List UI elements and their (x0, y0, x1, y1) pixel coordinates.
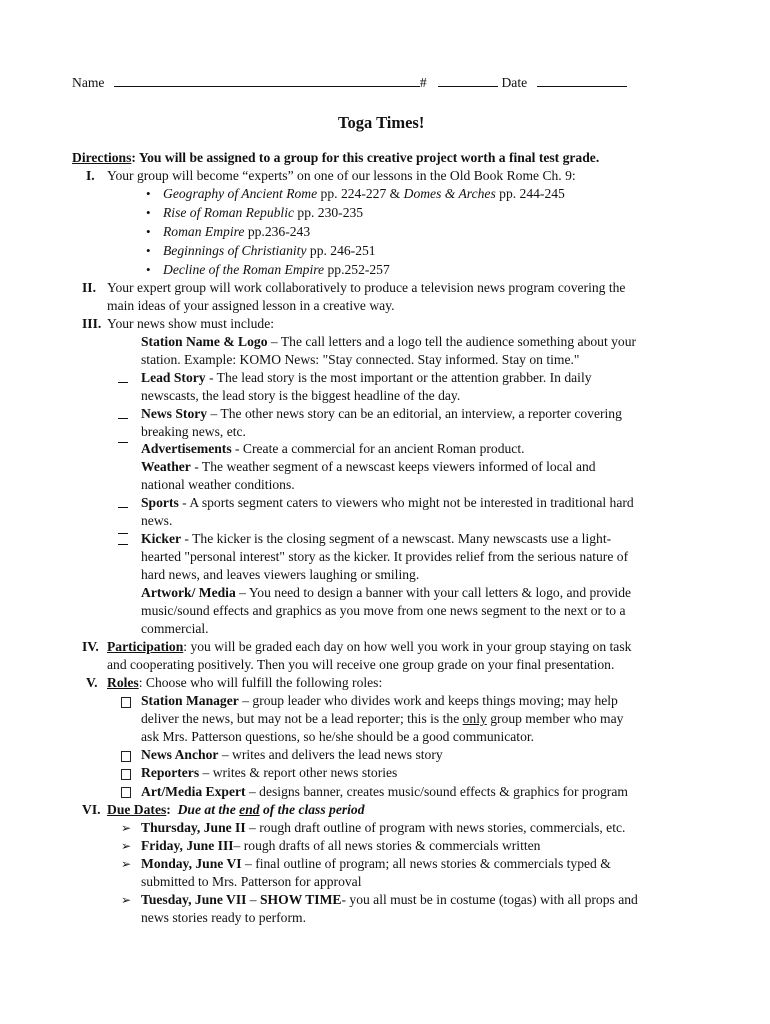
station-name-item: Station Name & Logo – The call letters and a logo tell the audience something about your (141, 334, 637, 349)
artwork-line-2: music/sound effects and graphics as you move from one news segment to the next or to a (141, 603, 626, 618)
lesson-item-2: Rise of Roman Republic pp. 230-235 (163, 205, 364, 220)
lead-story-item: Lead Story - The lead story is the most important or the attention grabber. In daily (141, 370, 592, 385)
kicker-line-2: hearted "personal interest" story as the kicker. It provides relief from the serious nature of (141, 549, 629, 564)
name-label: Name (72, 75, 105, 90)
number-blank (438, 75, 498, 87)
section-2-line-2: main ideas of your assigned lesson in a creative way. (107, 298, 395, 313)
sports-item: Sports - A sports segment caters to viewers who might not be interested in traditional hard (141, 495, 634, 510)
role-news-anchor: News Anchor – writes and delivers the lead news story (141, 747, 443, 762)
arrow-bullet-icon: ➢ (121, 821, 132, 835)
role-station-manager-line-3: ask Mrs. Patterson questions, so he/she should be a good communicator. (141, 729, 535, 744)
bullet-icon: • (146, 186, 151, 201)
checkbox-station-manager[interactable] (121, 697, 131, 708)
kicker-line-3: hard news, and leaves viewers laughing or smiling. (141, 567, 420, 582)
directions (72, 150, 599, 166)
advertisements-item: Advertisements - Create a commercial for an ancient Roman product. (141, 441, 525, 456)
lesson-item-1: Geography of Ancient Rome pp. 224-227 & Domes & Arches pp. 244-245 (163, 186, 565, 201)
bullet-icon: • (146, 205, 151, 220)
arrow-bullet-icon: ➢ (121, 839, 132, 853)
header-line (72, 75, 627, 91)
role-station-manager: Station Manager – group leader who divides work and keeps things moving; may help (141, 693, 618, 708)
lesson-item-3: Roman Empire pp.236-243 (163, 224, 311, 239)
bullet-icon: • (146, 243, 151, 258)
role-reporters: Reporters – writes & report other news stories (141, 765, 398, 780)
section-6-number: VI. (82, 802, 101, 817)
due-date-3: Monday, June VI – final outline of program; all news stories & commercials typed & (141, 856, 611, 871)
name-blank (114, 75, 420, 87)
dash-marker (118, 418, 128, 419)
role-station-manager-line-2: deliver the news, but may not be a lead reporter; this is the only group member who may (141, 711, 624, 726)
dash-marker (118, 507, 128, 508)
directions-label: Directions (72, 150, 132, 165)
due-date-4: Tuesday, June VII – SHOW TIME- you all must be in costume (togas) with all props and (141, 892, 638, 907)
dash-marker (118, 533, 128, 534)
arrow-bullet-icon: ➢ (121, 893, 132, 907)
participation-line-2: and cooperating positively. Then you will receive one group grade on your final presentation. (107, 657, 615, 672)
section-4-number: IV. (82, 639, 99, 654)
date-blank (537, 75, 627, 87)
dash-marker (118, 442, 128, 443)
dash-marker (118, 382, 128, 383)
weather-line-2: national weather conditions. (141, 477, 295, 492)
section-1-text: Your group will become “experts” on one of our lessons in the Old Book Rome Ch. 9: (107, 168, 576, 183)
lesson-item-4: Beginnings of Christianity pp. 246-251 (163, 243, 376, 258)
bullet-icon: • (146, 262, 151, 277)
lead-story-line-2: newscasts, the lead story is the biggest headline of the day. (141, 388, 461, 403)
bullet-icon: • (146, 224, 151, 239)
directions-text: : You will be assigned to a group for this creative project worth a final test grade. (131, 150, 600, 165)
due-date-1: Thursday, June II – rough draft outline of program with news stories, commercials, etc. (141, 820, 626, 835)
station-name-line-2: station. Example: KOMO News: "Stay connected. Stay informed. Stay on time." (141, 352, 580, 367)
artwork-line-3: commercial. (141, 621, 209, 636)
artwork-item: Artwork/ Media – You need to design a banner with your call letters & logo, and provide (141, 585, 632, 600)
due-dates-heading: Due Dates: Due at the end of the class period (107, 802, 365, 817)
section-2-number: II. (82, 280, 96, 295)
section-2-line-1: Your expert group will work collaboratively to produce a television news program covering the (107, 280, 626, 295)
section-5-number: V. (86, 675, 98, 690)
lesson-item-5: Decline of the Roman Empire pp.252-257 (163, 262, 390, 277)
weather-item: Weather - The weather segment of a newscast keeps viewers informed of local and (141, 459, 596, 474)
section-1-number: I. (86, 168, 95, 183)
due-date-2: Friday, June III– rough drafts of all news stories & commercials written (141, 838, 541, 853)
kicker-item: Kicker - The kicker is the closing segment of a newscast. Many newscasts use a light- (141, 531, 612, 546)
arrow-bullet-icon: ➢ (121, 857, 132, 871)
hash-label: # (419, 75, 427, 90)
date-label: Date (501, 75, 528, 90)
checkbox-reporters[interactable] (121, 769, 131, 780)
checkbox-art-media-expert[interactable] (121, 787, 131, 798)
due-date-4-line-2: news stories ready to perform. (141, 910, 306, 925)
roles-intro: Roles: Choose who will fulfill the following roles: (107, 675, 383, 690)
role-art-media-expert: Art/Media Expert – designs banner, creates music/sound effects & graphics for program (141, 784, 628, 799)
checkbox-news-anchor[interactable] (121, 751, 131, 762)
section-3-number: III. (82, 316, 102, 331)
news-story-line-2: breaking news, etc. (141, 424, 246, 439)
participation-line-1: Participation: you will be graded each day on how well you work in your group staying on task (107, 639, 632, 654)
section-3-intro: Your news show must include: (107, 316, 275, 331)
dash-marker (118, 544, 128, 545)
news-story-item: News Story – The other news story can be an editorial, an interview, a reporter covering (141, 406, 622, 421)
due-date-3-line-2: submitted to Mrs. Patterson for approval (141, 874, 362, 889)
page-title: Toga Times! (338, 113, 425, 132)
sports-line-2: news. (141, 513, 173, 528)
